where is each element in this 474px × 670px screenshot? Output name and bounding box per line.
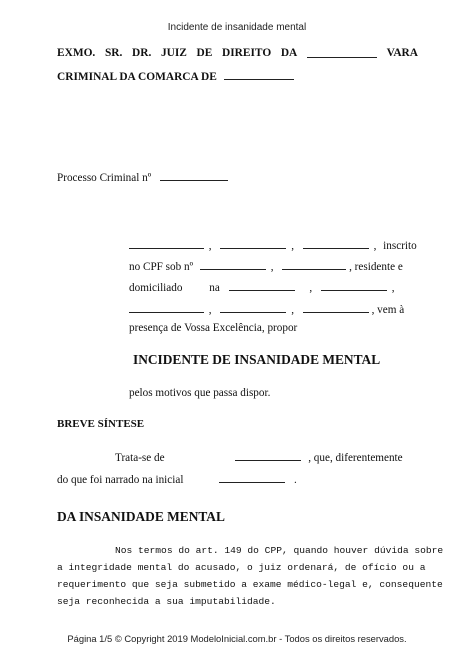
document-title: INCIDENTE DE INSANIDADE MENTAL (133, 352, 381, 367)
comma: , (291, 240, 294, 252)
address-word: DE (196, 47, 213, 59)
qualificacao-line-2 (129, 259, 403, 273)
processo-blank (160, 170, 228, 181)
vara-blank (307, 47, 377, 58)
paragraph-line: seja reconhecida a sua imputabilidade. (57, 596, 276, 607)
na-label: na (209, 282, 220, 294)
section-heading-insanidade: DA INSANIDADE MENTAL (57, 509, 225, 524)
comma: , (309, 282, 313, 294)
estado-blank (220, 302, 286, 313)
paragraph-line: a integridade mental do acusado, o juiz ordenará, de ofício ou a (57, 562, 426, 573)
residente-label: , residente e (349, 261, 403, 273)
sintese-line-1 (115, 450, 403, 464)
paragraph-line: requerimento que seja submetido a exame médico-legal e, consequente (57, 579, 443, 590)
comma: , (208, 240, 212, 252)
presenca-line: presença de Vossa Excelência, propor (129, 322, 298, 334)
cidade-blank (129, 302, 204, 313)
profissao-blank (282, 259, 346, 270)
address-word: VARA (386, 47, 418, 59)
domiciliado-label: domiciliado (129, 282, 183, 294)
comma: , (373, 240, 377, 252)
trata-label: Trata-se de (115, 452, 165, 464)
comma: , (391, 282, 395, 294)
processo-label: Processo Criminal nº (57, 172, 152, 184)
comarca-label: CRIMINAL DA COMARCA DE (57, 71, 217, 83)
address-line-2 (57, 69, 294, 83)
parte-blank (235, 450, 301, 461)
endereco-blank (229, 280, 295, 291)
fato-blank (219, 472, 285, 483)
cep-blank (303, 302, 369, 313)
processo-line (57, 170, 228, 184)
page-header: Incidente de insanidade mental (167, 22, 307, 33)
qualificacao-line-4 (129, 302, 404, 316)
cpf-label: no CPF sob nº (129, 261, 194, 273)
sintese-line-2 (57, 472, 297, 486)
qualificacao-line-1 (129, 238, 417, 252)
address-word: EXMO. (57, 47, 96, 59)
estado-civil-blank (303, 238, 369, 249)
que-label: , que, diferentemente (308, 452, 403, 464)
do-que-label: do que foi narrado na inicial (57, 474, 184, 486)
period: . (294, 474, 297, 486)
cpf-blank (200, 259, 266, 270)
address-word: DA (280, 47, 298, 59)
section-heading-sintese: BREVE SÍNTESE (57, 418, 145, 430)
bairro-blank (321, 280, 387, 291)
address-word: JUIZ (160, 47, 187, 59)
address-word: SR. (104, 47, 123, 59)
inscrito-label: inscrito (383, 240, 417, 252)
comma: , (291, 304, 294, 316)
nome-blank (129, 238, 204, 249)
address-word: DIREITO (222, 47, 272, 59)
address-word: DR. (132, 47, 152, 59)
comma: , (270, 261, 274, 273)
page-footer: Página 1/5 © Copyright 2019 ModeloInicial.com.br - Todos os direitos reservados. (67, 633, 407, 644)
address-line-1 (57, 47, 418, 59)
nacionalidade-blank (220, 238, 286, 249)
paragraph-line: Nos termos do art. 149 do CPP, quando houver dúvida sobre (115, 545, 444, 556)
qualificacao-line-3 (129, 280, 395, 294)
insanidade-paragraph (57, 542, 444, 610)
vem-label: , vem à (371, 304, 405, 316)
comarca-blank (224, 69, 294, 80)
comma: , (208, 304, 212, 316)
motivos-line: pelos motivos que passa dispor. (129, 387, 271, 399)
